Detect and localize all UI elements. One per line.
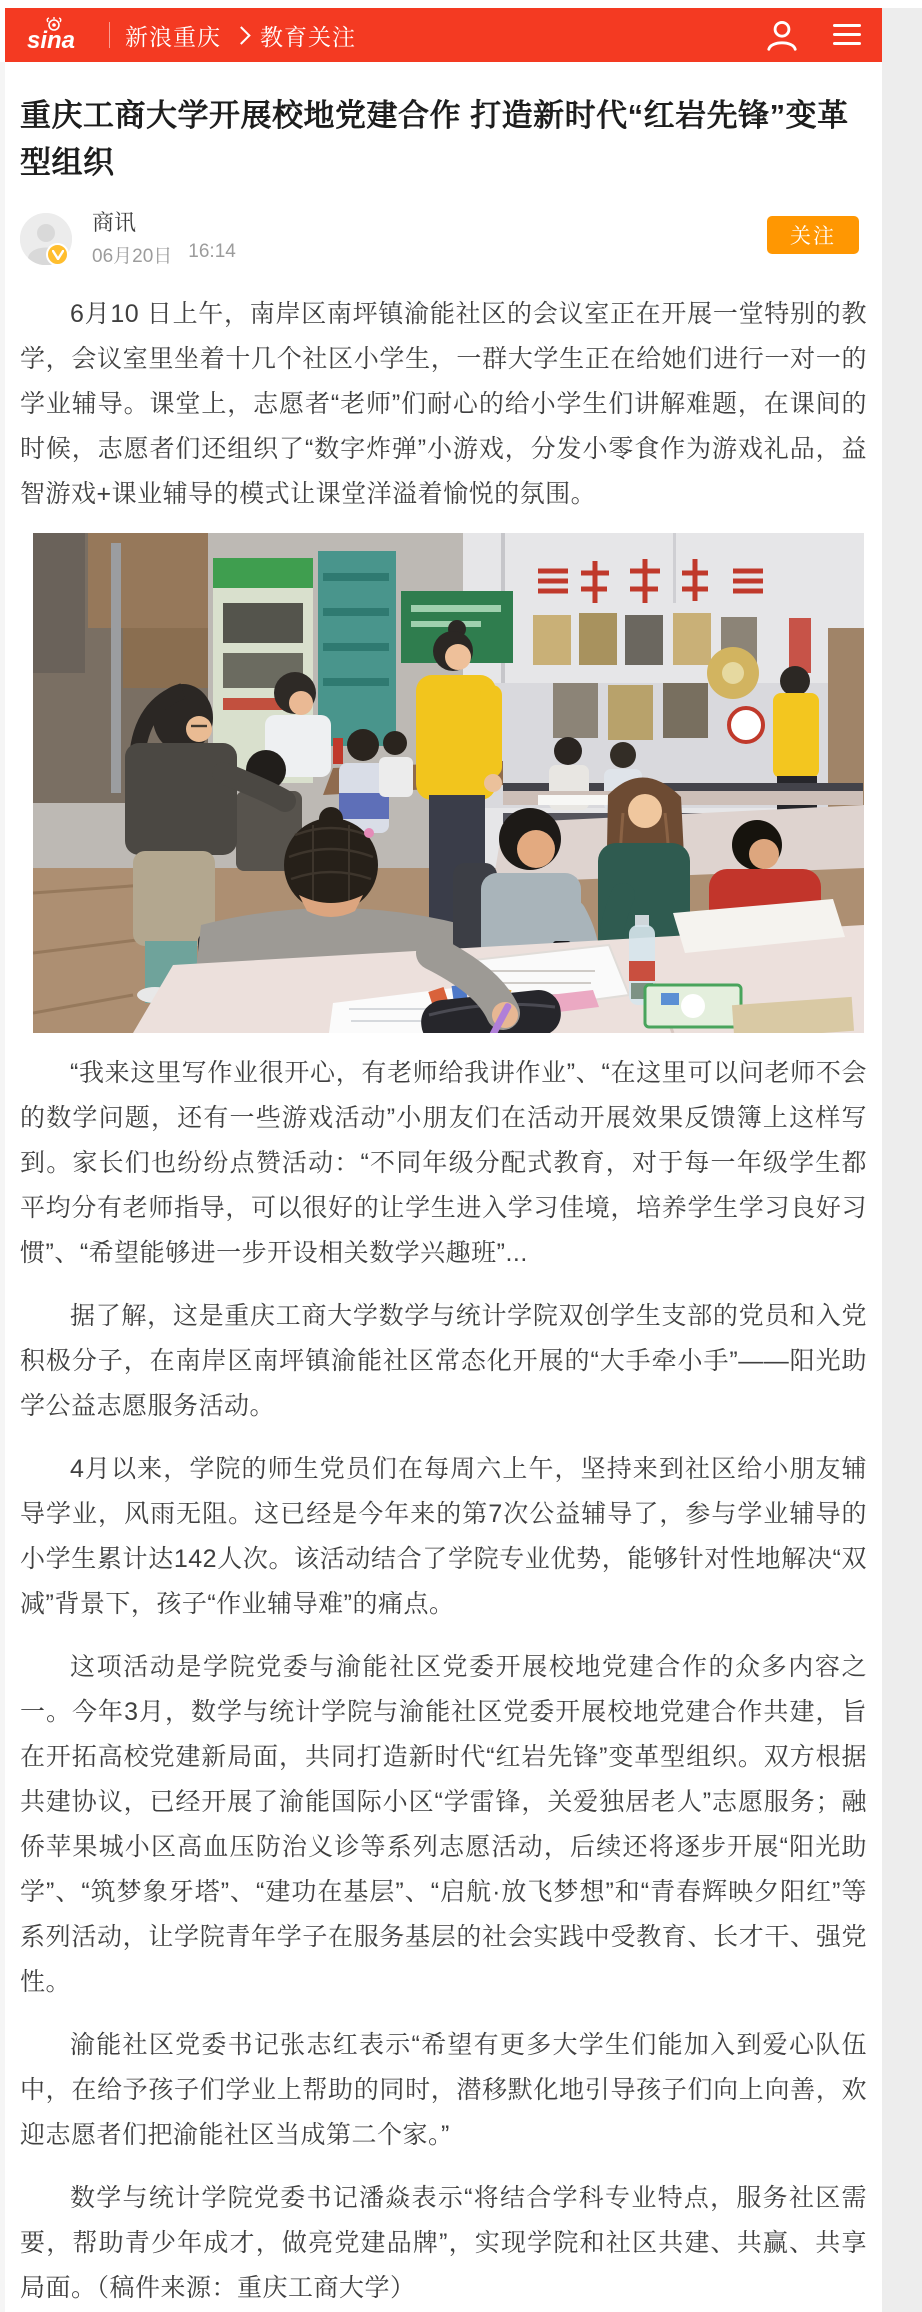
follow-button[interactable]: 关注 bbox=[767, 216, 859, 254]
author-name[interactable]: 商讯 bbox=[92, 209, 137, 235]
user-account-icon[interactable] bbox=[764, 17, 800, 53]
article-paragraph: 数学与统计学院党委书记潘焱表示“将结合学科专业特点，服务社区需要，帮助青少年成才，做亮党建品牌”，实现学院和社区共建、共赢、共享局面。（稿件来源：重庆工商大学） bbox=[20, 2184, 867, 2302]
publish-date: 06月20日 bbox=[92, 246, 173, 268]
breadcrumb-section-link[interactable]: 教育关注 bbox=[260, 23, 356, 50]
publish-time: 16:14 bbox=[188, 241, 236, 263]
verified-badge-icon bbox=[46, 243, 69, 266]
menu-hamburger-icon[interactable] bbox=[832, 21, 862, 49]
header-divider bbox=[109, 22, 110, 48]
article-title: 重庆工商大学开展校地党建合作 打造新时代“红岩先锋”变革型组织 bbox=[20, 98, 849, 180]
author-row bbox=[20, 209, 867, 268]
classroom-photo-illustration bbox=[33, 533, 864, 1033]
author-info bbox=[92, 210, 236, 268]
page-right-gutter bbox=[882, 8, 922, 2312]
article-content bbox=[5, 92, 882, 2311]
article-paragraph: 6月10 日上午，南岸区南坪镇渝能社区的会议室正在开展一堂特别的教学，会议室里坐着十几个社区小学生，一群大学生正在给她们进行一对一的学业辅导。课堂上，志愿者“老师”们耐心的给小学生们讲解难题，在课间的时候，志愿者们还组织了“数字炸弹”小游戏，分发小零食作为游戏礼品，益智游戏+课业辅导的模式让课堂洋溢着愉悦的氛围。 bbox=[20, 300, 867, 508]
article-paragraph: 4月以来，学院的师生党员们在每周六上午，坚持来到社区给小朋友辅导学业，风雨无阻。这已经是今年来的第7次公益辅导了，参与学业辅导的小学生累计达142人次。该活动结合了学院专业优势，能够针对性地解决“双减”背景下，孩子“作业辅导难”的痛点。 bbox=[20, 1455, 867, 1618]
article-paragraph: “我来这里写作业很开心，有老师给我讲作业”、“在这里可以问老师不会的数学问题，还有一些游戏活动”小朋友们在活动开展效果反馈簿上这样写到。家长们也纷纷点赞活动：“不同年级分配式教育，对于每一年级学生都平均分有老师指导，可以很好的让学生进入学习佳境，培养学生学习良好习惯”、“希望能够进一步开设相关数学兴趣班”... bbox=[20, 1059, 867, 1267]
svg-text:sina: sina bbox=[27, 27, 76, 53]
sina-logo-icon bbox=[27, 17, 93, 53]
publish-meta bbox=[92, 241, 236, 268]
article-paragraph: 这项活动是学院党委与渝能社区党委开展校地党建合作的众多内容之一。今年3月，数学与统计学院与渝能社区党委开展校地党建合作共建，旨在开拓高校党建新局面，共同打造新时代“红岩先锋”变革型组织。双方根据共建协议，已经开展了渝能国际小区“学雷锋，关爱独居老人”志愿服务；融侨苹果城小区高血压防治义诊等系列志愿活动，后续还将逐步开展“阳光助学”、“筑梦象牙塔”、“建功在基层”、“启航·放飞梦想”和“青春辉映夕阳红”等系列活动，让学院青年学子在服务基层的社会实践中受教育、长才干、强党性。 bbox=[20, 1653, 867, 1996]
chevron-right-icon bbox=[232, 26, 250, 44]
author-avatar[interactable] bbox=[20, 213, 72, 265]
article-paragraph: 据了解，这是重庆工商大学数学与统计学院双创学生支部的党员和入党积极分子，在南岸区南坪镇渝能社区常态化开展的“大手牵小手”——阳光助学公益志愿服务活动。 bbox=[20, 1302, 867, 1420]
site-header bbox=[5, 8, 882, 62]
breadcrumb-site-link[interactable]: 新浪重庆 bbox=[125, 23, 221, 50]
sina-logo[interactable] bbox=[27, 17, 93, 53]
article-paragraph: 渝能社区党委书记张志红表示“希望有更多大学生们能加入到爱心队伍中，在给予孩子们学业上帮助的同时，潜移默化地引导孩子们向上向善，欢迎志愿者们把渝能社区当成第二个家。” bbox=[20, 2031, 867, 2149]
article-photo[interactable] bbox=[33, 533, 864, 1033]
article-page bbox=[5, 8, 882, 2312]
breadcrumb bbox=[125, 19, 356, 52]
